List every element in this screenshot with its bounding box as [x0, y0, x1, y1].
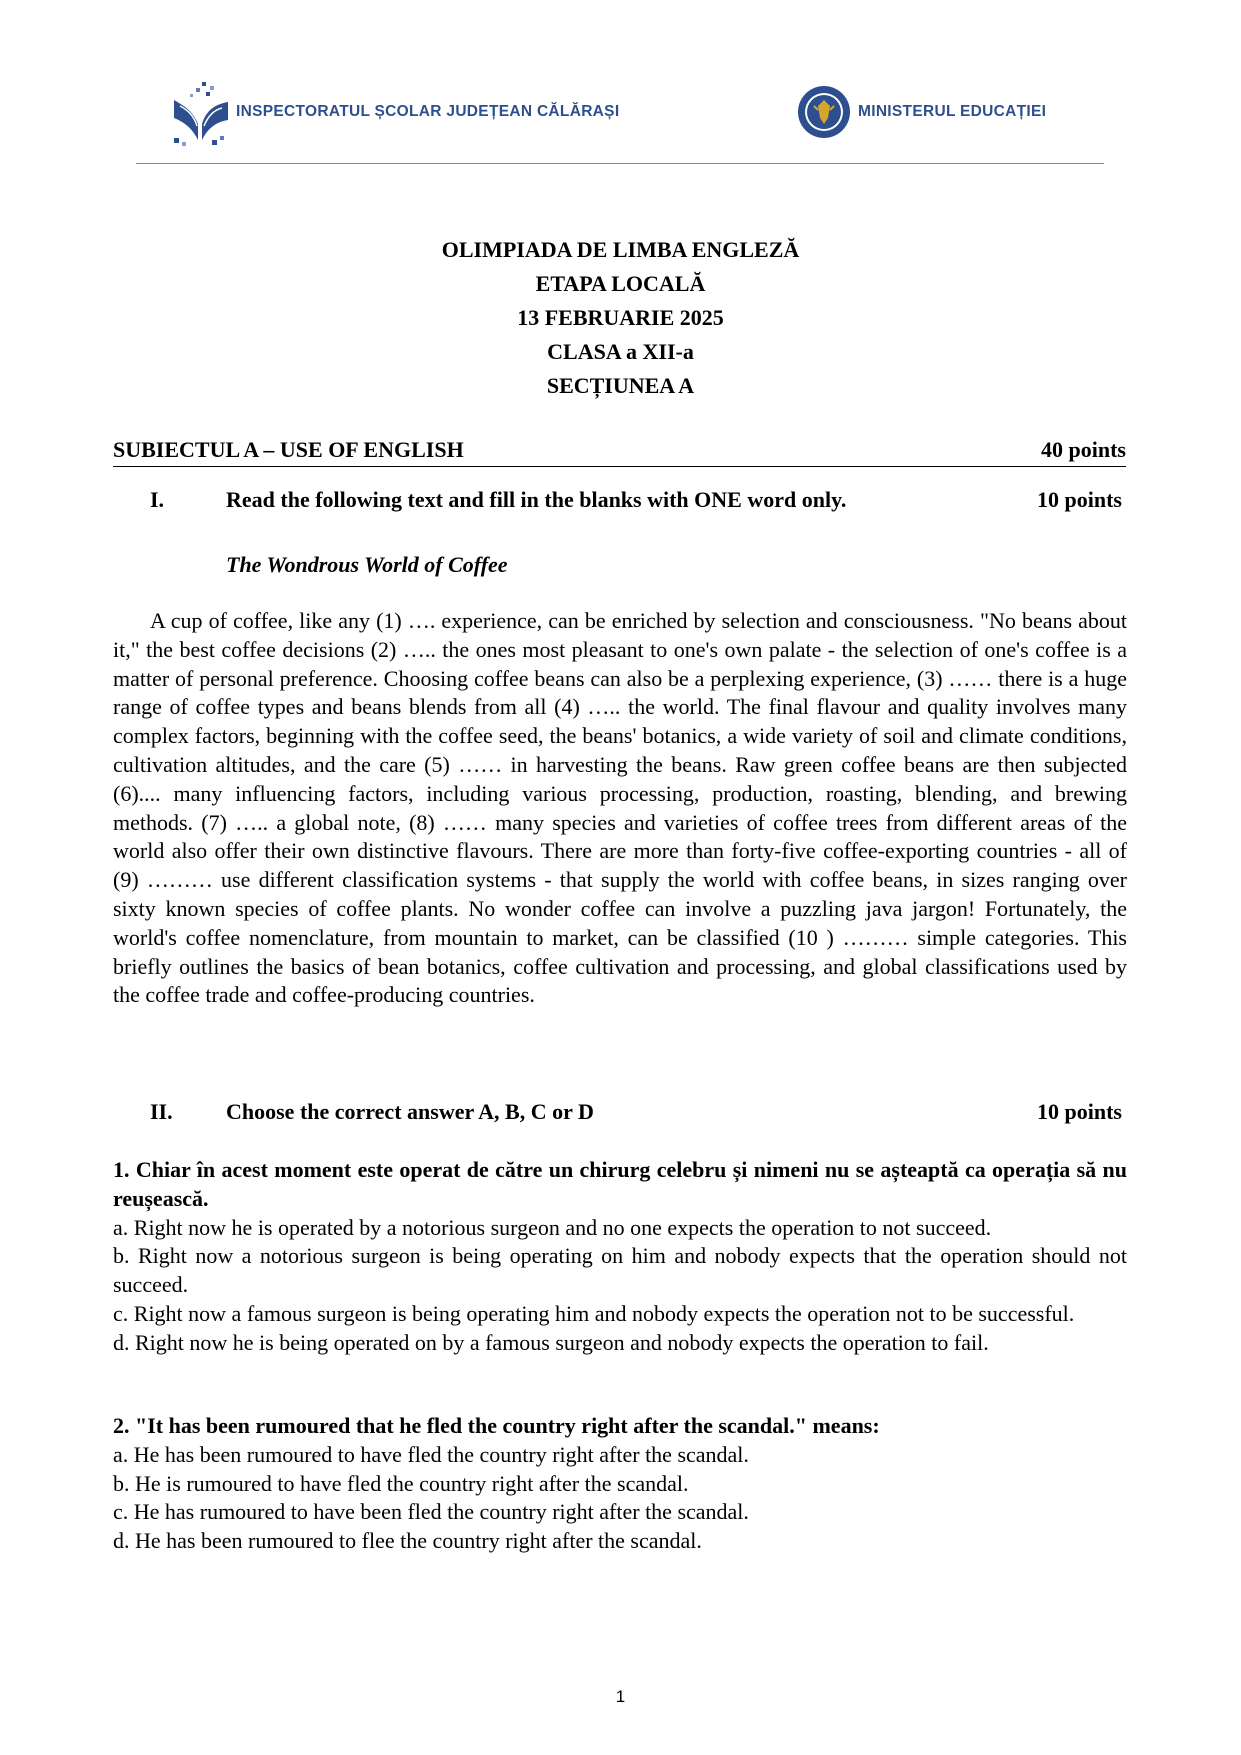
government-seal-icon — [796, 84, 852, 140]
passage-text: A cup of coffee, like any (1) …. experience, can be enriched by selection and consciousness. "No beans about it," the best coffee decisions (2) ….. the ones most pleasant to one's own palate - the selection of one's coffee is a matter of personal preference. Choosing coffee beans can also be a perplexing experience, (3) …… there is a huge range of coffee types and beans blends from all (4) ….. the world. The final flavour and quality involves many complex factors, beginning with the coffee seed, the beans' botanics, a wide variety of soil and climate conditions, cultivation altitudes, and the care (5) …… in harvesting the beans. Raw green coffee beans are then subjected (6).... many influencing factors, including various processing, production, roasting, blending, and brewing methods. (7) ….. a global note, (8) …… many species and varieties of coffee trees from different areas of the world also offer their own distinctive flavours. There are more than forty-five coffee-exporting countries - all of (9) ……… use different classification systems - that supply the world with coffee beans, in sizes ranging over sixty known species of coffee plants. No wonder coffee can involve a puzzling java jargon! Fortunately, the world's coffee nomenclature, from mountain to market, can be classified (10 ) ……… simple categories. This briefly outlines the basics of bean botanics, coffee cultivation and processing, and global classifications used by the coffee trade and coffee-producing countries. — [113, 608, 1127, 1008]
stage-title: ETAPA LOCALĂ — [535, 271, 706, 296]
question-1-option-d: d. Right now he is being operated on by a famous surgeon and nobody expects the operation to fail. — [113, 1329, 989, 1355]
subject-heading — [113, 436, 1126, 467]
olympiad-title: OLIMPIADA DE LIMBA ENGLEZĂ — [441, 237, 800, 262]
class-title: CLASA a XII-a — [547, 339, 694, 364]
question-2-prompt: 2. "It has been rumoured that he fled the country right after the scandal." means: — [113, 1413, 880, 1438]
exercise-1-points: 10 points — [1037, 487, 1122, 512]
exercise-2-number: II. — [150, 1099, 173, 1124]
question-1 — [113, 1156, 1127, 1358]
subject-label: SUBIECTUL A – USE OF ENGLISH — [113, 437, 464, 462]
exercise-2-points: 10 points — [1037, 1099, 1122, 1124]
isj-book-logo-icon — [170, 80, 240, 150]
date-title: 13 FEBRUARIE 2025 — [517, 305, 724, 330]
question-1-option-c: c. Right now a famous surgeon is being operating him and nobody expects the operation not to be successful. — [113, 1300, 1075, 1326]
passage-title: The Wondrous World of Coffee — [226, 552, 508, 577]
exercise-2-instruction: Choose the correct answer A, B, C or D — [226, 1099, 594, 1124]
section-title: SECȚIUNEA A — [546, 373, 695, 398]
question-2 — [113, 1412, 1127, 1556]
subject-points: 40 points — [1041, 437, 1126, 462]
page-number: 1 — [615, 1687, 626, 1706]
question-2-option-a: a. He has been rumoured to have fled the country right after the scandal. — [113, 1441, 749, 1467]
question-1-option-b: b. Right now a notorious surgeon is being operating on him and nobody expects that the operation should not succeed. — [113, 1243, 1127, 1298]
question-2-option-b: b. He is rumoured to have fled the country right after the scandal. — [113, 1470, 689, 1496]
question-2-option-c: c. He has rumoured to have been fled the country right after the scandal. — [113, 1499, 749, 1525]
document-titles — [0, 233, 1241, 403]
exercise-1-instruction: Read the following text and fill in the blanks with ONE word only. — [226, 487, 847, 512]
question-1-prompt: 1. Chiar în acest moment este operat de către un chirurg celebru și nimeni nu se așteaptă ca operația să nu reușească. — [113, 1157, 1127, 1211]
ministry-name: MINISTERUL EDUCAȚIEI — [858, 103, 1047, 120]
page-header — [0, 0, 1241, 170]
exercise-1-number: I. — [150, 487, 165, 512]
question-2-option-d: d. He has been rumoured to flee the country right after the scandal. — [113, 1528, 702, 1554]
isj-org-name: INSPECTORATUL ȘCOLAR JUDEȚEAN CĂLĂRAȘI — [236, 103, 620, 120]
question-1-option-a: a. Right now he is operated by a notorious surgeon and no one expects the operation to not succeed. — [113, 1214, 992, 1240]
header-divider — [136, 163, 1104, 164]
